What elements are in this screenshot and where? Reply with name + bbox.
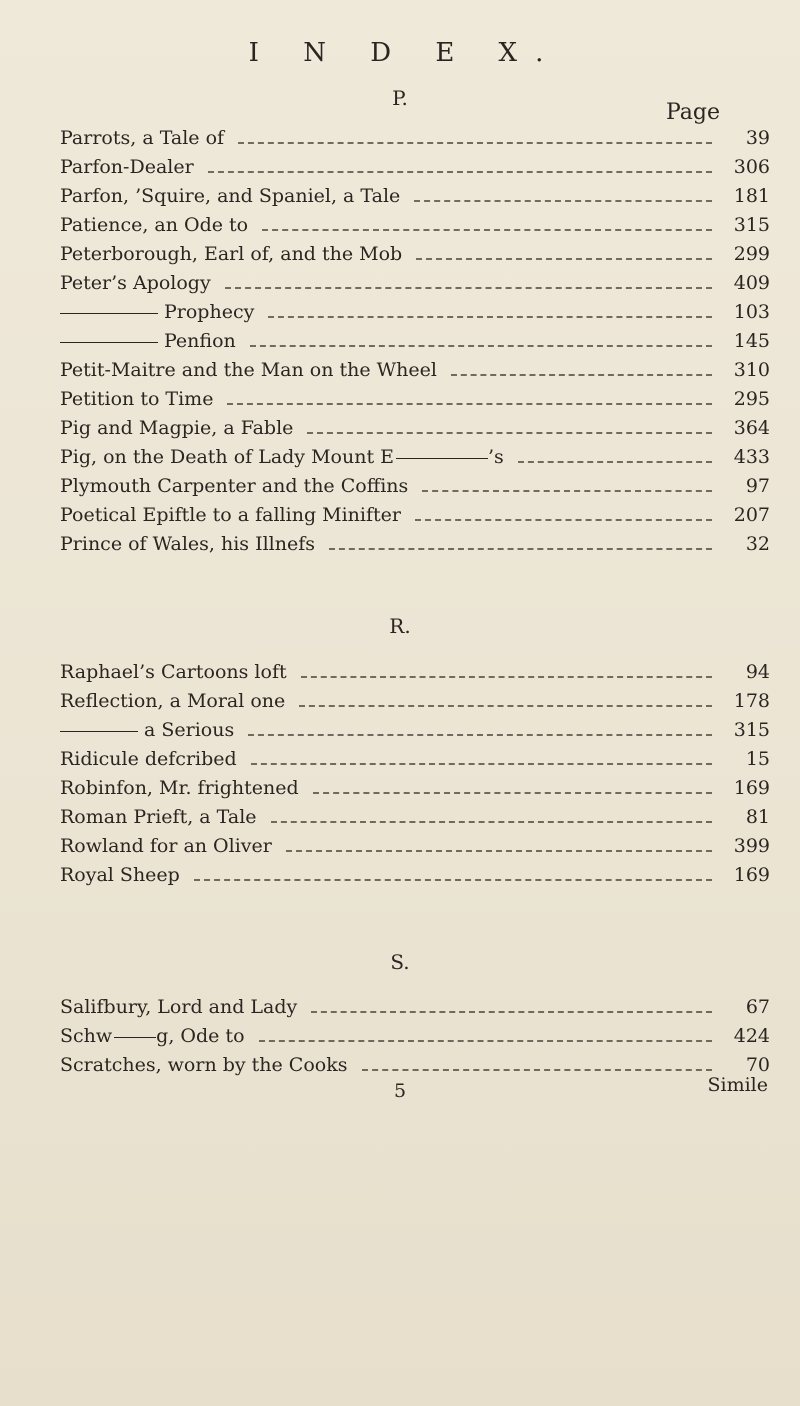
leader-dashes xyxy=(251,763,712,765)
entry-page: 70 xyxy=(745,1054,770,1076)
leader-dashes xyxy=(250,345,712,347)
entry-page: 295 xyxy=(733,388,770,410)
index-entry xyxy=(60,861,770,889)
leader-dashes xyxy=(238,142,712,144)
index-entry xyxy=(60,153,770,181)
entry-page: 315 xyxy=(733,719,770,741)
index-entry xyxy=(60,1051,770,1079)
entry-title: Patience, an Ode to xyxy=(60,214,249,236)
entry-page: 32 xyxy=(745,533,770,555)
leader-dashes xyxy=(518,461,712,463)
leader-dashes xyxy=(329,548,712,550)
entry-page: 399 xyxy=(733,835,770,857)
leader-dashes xyxy=(307,432,712,434)
entry-page: 15 xyxy=(745,748,770,770)
entry-page: 299 xyxy=(733,243,770,265)
entry-title: Reflection, a Moral one xyxy=(60,690,286,712)
entry-page: 81 xyxy=(745,806,770,828)
index-entry xyxy=(60,1022,770,1050)
leader-dashes xyxy=(286,850,712,852)
leader-dashes xyxy=(194,879,712,881)
signature-mark: 5 xyxy=(393,1080,407,1102)
entry-title: Royal Sheep xyxy=(60,864,180,886)
entry-title: Raphael’s Cartoons loft xyxy=(60,661,287,683)
leader-dashes xyxy=(268,316,712,318)
entry-title: Salifbury, Lord and Lady xyxy=(60,996,298,1018)
entry-title: Peterborough, Earl of, and the Mob xyxy=(60,243,403,265)
entry-page: 181 xyxy=(733,185,770,207)
ditto-rule xyxy=(60,342,158,343)
leader-dashes xyxy=(208,171,712,173)
page-column-label: Page xyxy=(665,100,720,125)
leader-dashes xyxy=(299,705,712,707)
index-entry xyxy=(60,182,770,210)
entry-title xyxy=(60,716,234,744)
leader-dashes xyxy=(225,287,712,289)
section-letter-p: P. xyxy=(392,86,408,110)
entry-page: 424 xyxy=(733,1025,770,1047)
index-entry xyxy=(60,298,770,326)
index-entry xyxy=(60,832,770,860)
entry-page: 39 xyxy=(745,127,770,149)
entry-title: Prince of Wales, his Illnefs xyxy=(60,533,315,555)
entry-title: Rowland for an Oliver xyxy=(60,835,272,857)
entry-page: 94 xyxy=(745,661,770,683)
entry-page: 306 xyxy=(733,156,770,178)
entry-title: Parfon-Dealer xyxy=(60,156,194,178)
index-entry xyxy=(60,993,770,1021)
entry-title: Poetical Epiftle to a falling Minifter xyxy=(60,504,401,526)
entry-title: Ridicule defcribed xyxy=(60,748,237,770)
catchword: Simile xyxy=(707,1074,768,1096)
entry-title: Parfon, ’Squire, and Spaniel, a Tale xyxy=(60,185,401,207)
entry-title xyxy=(60,1022,245,1050)
index-entry xyxy=(60,501,770,529)
index-entry xyxy=(60,211,770,239)
index-entry xyxy=(60,803,770,831)
index-entry xyxy=(60,240,770,268)
leader-dashes xyxy=(301,676,712,678)
index-entry xyxy=(60,269,770,297)
leader-dashes xyxy=(415,519,712,521)
leader-dashes xyxy=(227,403,712,405)
leader-dashes xyxy=(311,1011,712,1013)
entry-title-text: Prophecy xyxy=(164,301,255,323)
entry-title: Pig and Magpie, a Fable xyxy=(60,417,294,439)
index-entry xyxy=(60,327,770,355)
index-entry xyxy=(60,745,770,773)
entry-title-text: a Serious xyxy=(144,719,235,741)
leader-dashes xyxy=(416,258,712,260)
ditto-rule xyxy=(60,731,138,732)
entry-title: Scratches, worn by the Cooks xyxy=(60,1054,348,1076)
index-entry xyxy=(60,774,770,802)
index-entry xyxy=(60,472,770,500)
entry-page: 178 xyxy=(733,690,770,712)
entry-title-suffix: ’s xyxy=(488,446,504,468)
entry-page: 169 xyxy=(733,864,770,886)
leader-dashes xyxy=(259,1040,712,1042)
entry-title xyxy=(60,443,504,471)
leader-dashes xyxy=(262,229,712,231)
entry-title-text: Penfion xyxy=(164,330,236,352)
leader-dashes xyxy=(248,734,712,736)
index-entry xyxy=(60,687,770,715)
name-rule xyxy=(114,1037,156,1038)
entry-page: 67 xyxy=(745,996,770,1018)
index-entry xyxy=(60,530,770,558)
entry-title xyxy=(60,298,254,326)
entry-title-text: Pig, on the Death of Lady Mount E xyxy=(60,446,394,468)
leader-dashes xyxy=(362,1069,713,1071)
entry-title-suffix: g, Ode to xyxy=(156,1025,245,1047)
index-entry xyxy=(60,124,770,152)
entry-page: 103 xyxy=(733,301,770,323)
entry-page: 364 xyxy=(733,417,770,439)
entry-title: Petition to Time xyxy=(60,388,214,410)
leader-dashes xyxy=(313,792,712,794)
entry-page: 145 xyxy=(733,330,770,352)
index-entry xyxy=(60,414,770,442)
leader-dashes xyxy=(414,200,712,202)
entry-title-text: Schw xyxy=(60,1025,113,1047)
index-entry xyxy=(60,716,770,744)
leader-dashes xyxy=(451,374,712,376)
entry-page: 409 xyxy=(733,272,770,294)
entry-page: 315 xyxy=(733,214,770,236)
section-letter-r: R. xyxy=(389,614,411,638)
entry-page: 207 xyxy=(733,504,770,526)
index-entry xyxy=(60,385,770,413)
entry-title: Roman Prieft, a Tale xyxy=(60,806,257,828)
ditto-rule xyxy=(60,313,158,314)
index-entry xyxy=(60,658,770,686)
index-header: I N D E X. xyxy=(248,38,562,68)
entry-title: Parrots, a Tale of xyxy=(60,127,225,149)
entry-page: 97 xyxy=(745,475,770,497)
entry-page: 433 xyxy=(733,446,770,468)
entry-title: Plymouth Carpenter and the Coffins xyxy=(60,475,409,497)
leader-dashes xyxy=(271,821,712,823)
leader-dashes xyxy=(422,490,712,492)
entry-page: 169 xyxy=(733,777,770,799)
entry-page: 310 xyxy=(733,359,770,381)
name-rule xyxy=(396,458,488,459)
entry-title: Petit-Maitre and the Man on the Wheel xyxy=(60,359,437,381)
entry-title: Peter’s Apology xyxy=(60,272,211,294)
index-entry xyxy=(60,443,770,471)
index-entry xyxy=(60,356,770,384)
entry-title xyxy=(60,327,236,355)
section-letter-s: S. xyxy=(390,950,410,974)
entry-title: Robinfon, Mr. frightened xyxy=(60,777,299,799)
